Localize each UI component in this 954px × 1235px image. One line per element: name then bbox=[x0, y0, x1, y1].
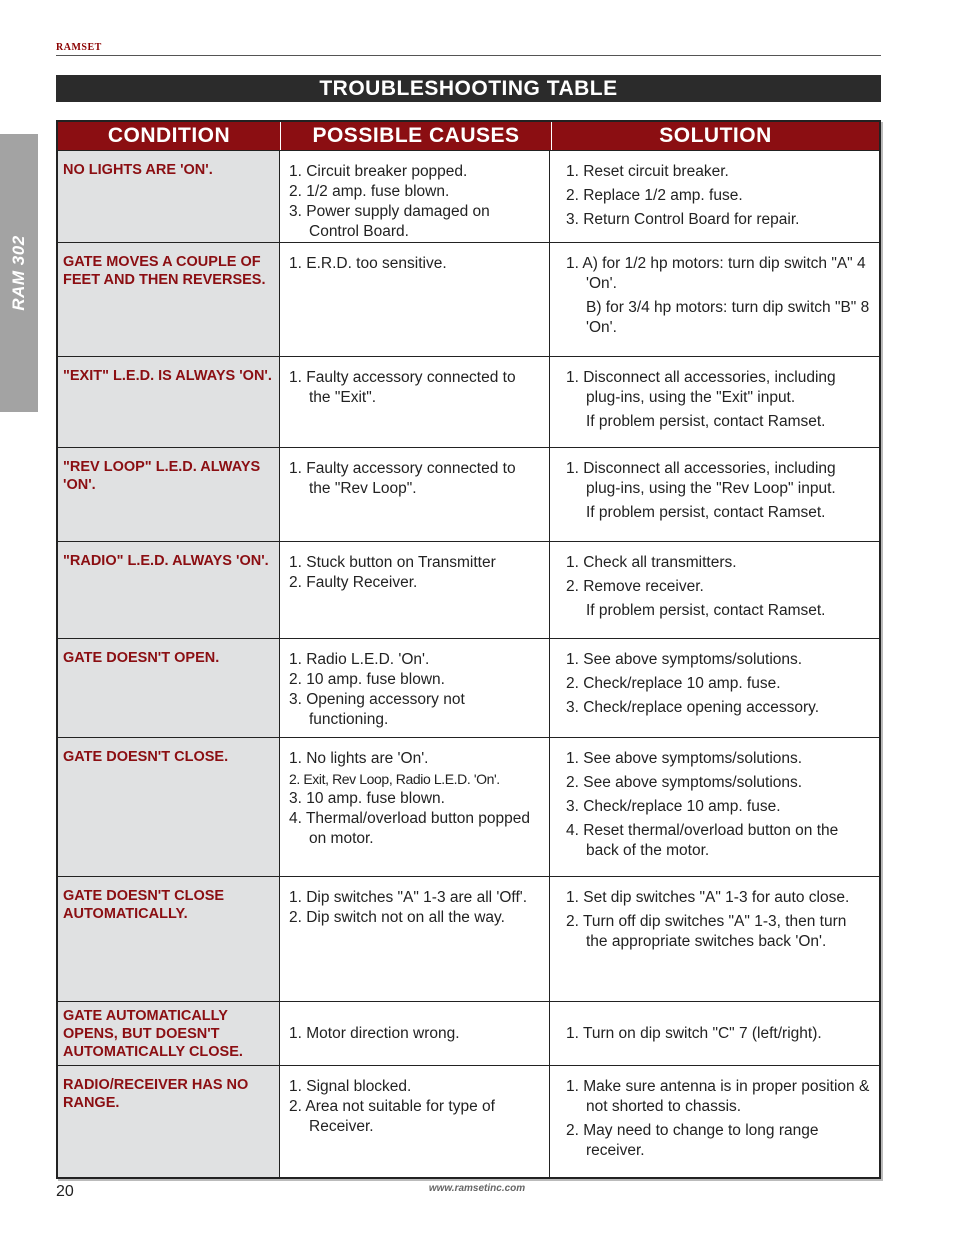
cause-item: 2. 10 amp. fuse blown. bbox=[289, 671, 445, 688]
cause-item: 3. 10 amp. fuse blown. bbox=[289, 790, 445, 807]
condition-cell: "RADIO" L.E.D. ALWAYS 'ON'. bbox=[58, 542, 280, 638]
page-title: TROUBLESHOOTING TABLE bbox=[56, 75, 881, 102]
solution-item: 3. Check/replace 10 amp. fuse. bbox=[566, 798, 781, 815]
cause-item: 4. Thermal/overload button popped on motor. bbox=[289, 810, 530, 847]
condition-cell: GATE DOESN'T OPEN. bbox=[58, 639, 280, 737]
condition-cell: "EXIT" L.E.D. IS ALWAYS 'ON'. bbox=[58, 357, 280, 447]
cause-item: 2. Faulty Receiver. bbox=[289, 574, 418, 591]
condition-cell: RADIO/RECEIVER HAS NO RANGE. bbox=[58, 1066, 280, 1177]
cause-item: 1. Circuit breaker popped. bbox=[289, 163, 468, 180]
solution-item: 2. Replace 1/2 amp. fuse. bbox=[566, 187, 743, 204]
solution-cell bbox=[550, 1066, 879, 1177]
solution-item: 1. Set dip switches "A" 1-3 for auto close. bbox=[566, 889, 850, 906]
solution-item: 2. See above symptoms/solutions. bbox=[566, 774, 803, 791]
table-header bbox=[58, 122, 879, 150]
solution-item: 1. See above symptoms/solutions. bbox=[566, 750, 803, 767]
table-row bbox=[58, 541, 879, 638]
side-tab bbox=[0, 134, 38, 412]
causes-cell bbox=[280, 639, 550, 737]
cause-item: 2. Dip switch not on all the way. bbox=[289, 909, 505, 926]
table-row bbox=[58, 737, 879, 876]
solution-item: 1. Turn on dip switch "C" 7 (left/right). bbox=[566, 1025, 822, 1042]
table-row bbox=[58, 876, 879, 1001]
causes-cell bbox=[280, 448, 550, 541]
condition-cell: "REV LOOP" L.E.D. ALWAYS 'ON'. bbox=[58, 448, 280, 541]
solution-cell bbox=[550, 357, 879, 447]
solution-cell bbox=[550, 639, 879, 737]
cause-item: 3. Power supply damaged on Control Board. bbox=[289, 203, 490, 240]
causes-cell bbox=[280, 738, 550, 876]
solution-item: 1. Check all transmitters. bbox=[566, 554, 737, 571]
cause-item: 2. Exit, Rev Loop, Radio L.E.D. 'On'. bbox=[289, 771, 500, 787]
condition-cell: GATE AUTOMATICALLY OPENS, BUT DOESN'T AUTOMATICALLY CLOSE. bbox=[58, 1002, 280, 1065]
brand-logo: RAMSET bbox=[56, 42, 102, 53]
cause-item: 1. Stuck button on Transmitter bbox=[289, 554, 496, 571]
solution-item: 4. Reset thermal/overload button on the back of the motor. bbox=[566, 822, 839, 859]
table-row bbox=[58, 242, 879, 356]
cause-item: 1. No lights are 'On'. bbox=[289, 750, 429, 767]
table-row bbox=[58, 638, 879, 737]
column-header-solution: SOLUTION bbox=[659, 124, 772, 147]
solution-item: 3. Check/replace opening accessory. bbox=[566, 699, 820, 716]
solution-cell bbox=[550, 151, 879, 242]
troubleshooting-table bbox=[56, 120, 881, 1179]
causes-cell bbox=[280, 357, 550, 447]
cause-item: 2. Area not suitable for type of Receiver. bbox=[289, 1098, 495, 1135]
cause-item: 3. Opening accessory not functioning. bbox=[289, 691, 465, 728]
footer-url: www.ramsetinc.com bbox=[428, 1183, 526, 1194]
condition-cell: GATE MOVES A COUPLE OF FEET AND THEN REVERSES. bbox=[58, 243, 280, 356]
causes-cell bbox=[280, 1002, 550, 1065]
causes-cell bbox=[280, 542, 550, 638]
cause-item: 1. Faulty accessory connected to the "Rev Loop". bbox=[289, 460, 516, 497]
solution-cell bbox=[550, 1002, 879, 1065]
table-row bbox=[58, 150, 879, 242]
causes-cell bbox=[280, 1066, 550, 1177]
table-body bbox=[58, 150, 879, 1177]
solution-cell bbox=[550, 738, 879, 876]
solution-item: 1. See above symptoms/solutions. bbox=[566, 651, 803, 668]
table-row bbox=[58, 1001, 879, 1065]
cause-item: 2. 1/2 amp. fuse blown. bbox=[289, 183, 450, 200]
solution-item: 1. Reset circuit breaker. bbox=[566, 163, 729, 180]
table-row bbox=[58, 447, 879, 541]
causes-cell bbox=[280, 243, 550, 356]
causes-cell bbox=[280, 877, 550, 1001]
cause-item: 1. Faulty accessory connected to the "Exit". bbox=[289, 369, 516, 406]
solution-item: 1. Disconnect all accessories, including plug-ins, using the "Rev Loop" input. bbox=[566, 460, 836, 497]
solution-item: 1. Make sure antenna is in proper position & not shorted to chassis. bbox=[566, 1078, 870, 1115]
cause-item: 1. Signal blocked. bbox=[289, 1078, 412, 1095]
solution-cell bbox=[550, 448, 879, 541]
solution-note: If problem persist, contact Ramset. bbox=[586, 413, 826, 430]
condition-cell: GATE DOESN'T CLOSE AUTOMATICALLY. bbox=[58, 877, 280, 1001]
column-header-condition: CONDITION bbox=[58, 122, 281, 150]
table-row bbox=[58, 356, 879, 447]
condition-cell: GATE DOESN'T CLOSE. bbox=[58, 738, 280, 876]
solution-item: 2. Turn off dip switches "A" 1-3, then turn the appropriate switches back 'On'. bbox=[566, 913, 847, 950]
solution-note: If problem persist, contact Ramset. bbox=[586, 504, 826, 521]
column-header-causes: POSSIBLE CAUSES bbox=[281, 122, 552, 150]
solution-item: 3. Return Control Board for repair. bbox=[566, 211, 800, 228]
table-row bbox=[58, 1065, 879, 1177]
solution-item: B) for 3/4 hp motors: turn dip switch "B" 8 'On'. bbox=[586, 299, 870, 336]
solution-cell bbox=[550, 542, 879, 638]
solution-item: 2. Remove receiver. bbox=[566, 578, 704, 595]
solution-item: 1. Disconnect all accessories, including plug-ins, using the "Exit" input. bbox=[566, 369, 836, 406]
solution-item: 2. May need to change to long range receiver. bbox=[566, 1122, 819, 1159]
solution-item: 1. A) for 1/2 hp motors: turn dip switch "A" 4 'On'. bbox=[566, 255, 866, 292]
page-number: 20 bbox=[56, 1183, 74, 1200]
solution-item: 2. Check/replace 10 amp. fuse. bbox=[566, 675, 781, 692]
cause-item: 1. E.R.D. too sensitive. bbox=[289, 255, 447, 272]
cause-item: 1. Dip switches "A" 1-3 are all 'Off'. bbox=[289, 889, 528, 906]
header-rule bbox=[56, 55, 881, 56]
causes-cell bbox=[280, 151, 550, 242]
cause-item: 1. Radio L.E.D. 'On'. bbox=[289, 651, 430, 668]
solution-cell bbox=[550, 877, 879, 1001]
solution-cell bbox=[550, 243, 879, 356]
condition-cell: NO LIGHTS ARE 'ON'. bbox=[58, 151, 280, 242]
side-tab-label: RAM 302 bbox=[9, 235, 28, 311]
cause-item: 1. Motor direction wrong. bbox=[289, 1025, 460, 1042]
solution-note: If problem persist, contact Ramset. bbox=[586, 602, 826, 619]
